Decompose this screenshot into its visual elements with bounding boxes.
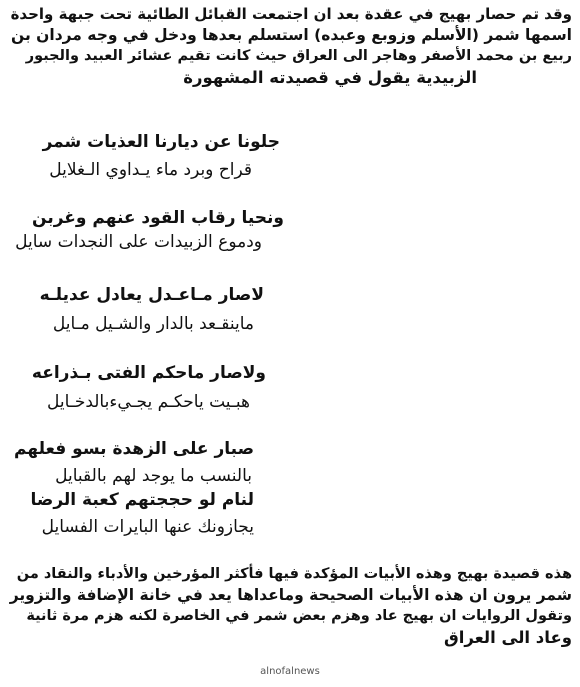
conclusion-line: وتقول الروايات ان بهيج عاد وهزم بعض شمر في الخاصرة لكنه هزم مرة ثانية [26, 608, 572, 624]
poem-verse-6-first: لنام لو حججتهم كعبة الرضا [30, 490, 254, 510]
watermark: alnofalnews [260, 666, 320, 677]
poem-verse-3-first: لاصار مـاعـدل يعادل عديلـه [39, 285, 264, 305]
poem-verse-2-first: ونحيا رقاب القود عنهم وغربن [32, 208, 284, 228]
poem-verse-1-first: جلونا عن ديارنا العذيات شمر [42, 132, 280, 152]
poem-verse-5-second: بالنسب ما يوجد لهم بالقبايل [55, 466, 252, 486]
poem-verse-1-second: قراح وبرد ماء يـداوي الـغلايل [49, 160, 252, 180]
conclusion-paragraph [8, 564, 572, 648]
conclusion-line: هذه قصيدة بهيج وهذه الأبيات المؤكدة فيها فأكثر المؤرخين والأدباء والنقاد من [16, 566, 572, 582]
intro-line: اسمها شمر (الأسلم وزوبع وعبده) استسلم بعدها ودخل في وجه مردان بن [11, 26, 572, 44]
conclusion-line: شمر يرون ان هذه الأبيات الصحيحة وماعداها يعد في خانة الإضافة والتزوير [9, 586, 572, 604]
poem-verse-3-second: ماينقـعد بالدار والشـيل مـايل [52, 314, 254, 334]
intro-line: وقد تم حصار بهيج في عقدة بعد ان اجتمعت القبائل الطائية تحت جبهة واحدة [10, 5, 572, 23]
intro-line: الزبيدية يقول في قصيدته المشهورة [183, 68, 477, 87]
conclusion-line: وعاد الى العراق [443, 628, 572, 647]
poem-verse-4-first: ولاصار ماحكم الفتى بـذراعه [31, 363, 266, 383]
poem-verse-4-second: هبـيت ياحكـم يجـيءبالدخـايل [47, 392, 250, 412]
intro-line: ربيع بن محمد الأصفر وهاجر الى العراق حيث كانت تقيم عشائر العبيد والجبور [25, 48, 572, 64]
intro-paragraph [8, 4, 572, 88]
poem-verse-5-first: صبار على الزهدة بسو فعلهم [14, 439, 254, 459]
poem-verse-6-second: يجازونك عنها البايرات الفسايل [41, 517, 254, 537]
poem-verse-2-second: ودموع الزبيدات على النجدات سايل [15, 232, 262, 252]
